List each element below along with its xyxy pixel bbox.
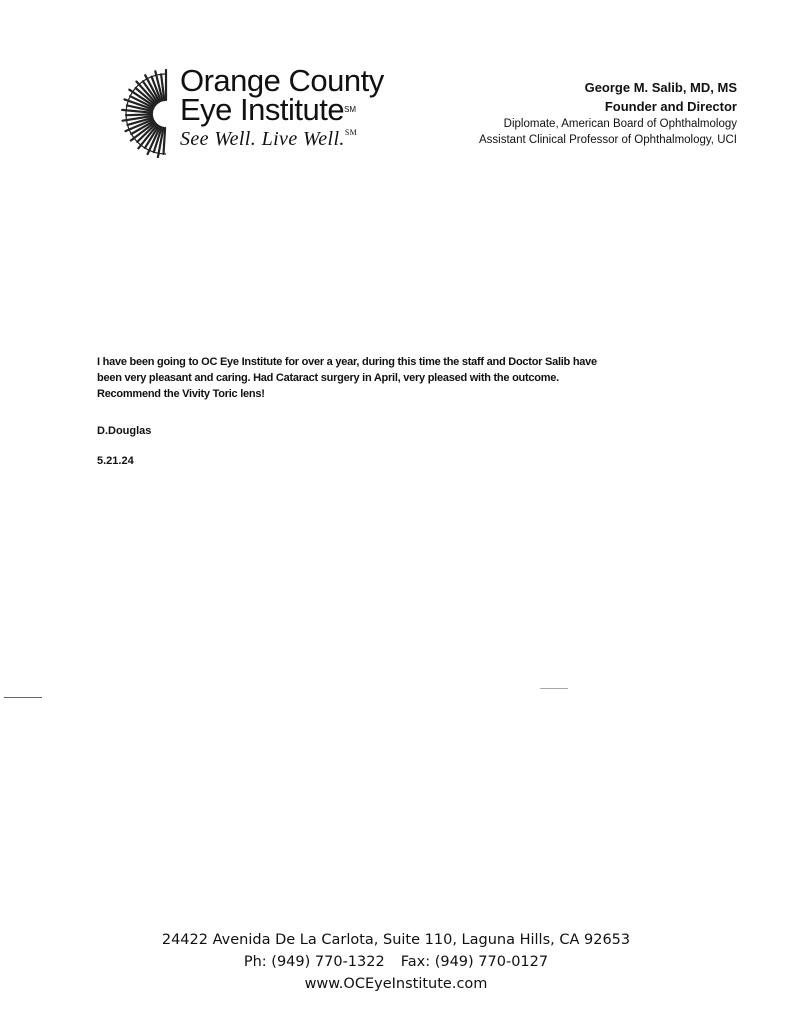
organization-name-line-2-text: Eye Institute xyxy=(180,92,345,127)
letter-line-1: I have been going to OC Eye Institute for over a year, during this time the staff and Doctor Salib have xyxy=(97,356,597,368)
scan-artifact-right xyxy=(540,688,568,689)
doctor-credential-board: Diplomate, American Board of Ophthalmology xyxy=(503,118,737,130)
organization-name-line-2 xyxy=(180,92,384,127)
letter-body xyxy=(97,354,737,402)
letter-line-2: been very pleasant and caring. Had Cataract surgery in April, very pleased with the outcome. xyxy=(97,372,559,384)
letter-signature: D.Douglas xyxy=(97,425,152,437)
eye-logo-graphic xyxy=(92,66,178,158)
tagline-text: See Well. Live Well. xyxy=(180,128,345,150)
doctor-name: George M. Salib, MD, MS xyxy=(584,80,737,95)
footer-fax: Fax: (949) 770-0127 xyxy=(400,954,549,970)
footer-website: www.OCEyeInstitute.com xyxy=(304,976,488,992)
footer-contact xyxy=(0,951,792,973)
organization-name-line-1: Orange County xyxy=(180,63,384,98)
footer-address: 24422 Avenida De La Carlota, Suite 110, Laguna Hills, CA 92653 xyxy=(161,932,631,948)
scan-artifact-left xyxy=(4,697,42,698)
footer-phone: Ph: (949) 770-1322 xyxy=(243,954,385,970)
letter-date: 5.21.24 xyxy=(97,455,134,467)
letter-line-3: Recommend the Vivity Toric lens! xyxy=(97,388,265,400)
tagline-service-mark: SM xyxy=(344,128,358,137)
logo-ray xyxy=(126,114,152,115)
letterhead-footer xyxy=(0,929,792,995)
tagline xyxy=(180,128,357,151)
doctor-credential-professor: Assistant Clinical Professor of Ophthalmology, UCI xyxy=(479,134,737,146)
doctor-title: Founder and Director xyxy=(604,99,737,114)
organization-name xyxy=(180,63,384,127)
doctor-info-block xyxy=(479,78,737,148)
eye-logo-icon xyxy=(92,66,178,158)
service-mark: SM xyxy=(344,105,357,114)
